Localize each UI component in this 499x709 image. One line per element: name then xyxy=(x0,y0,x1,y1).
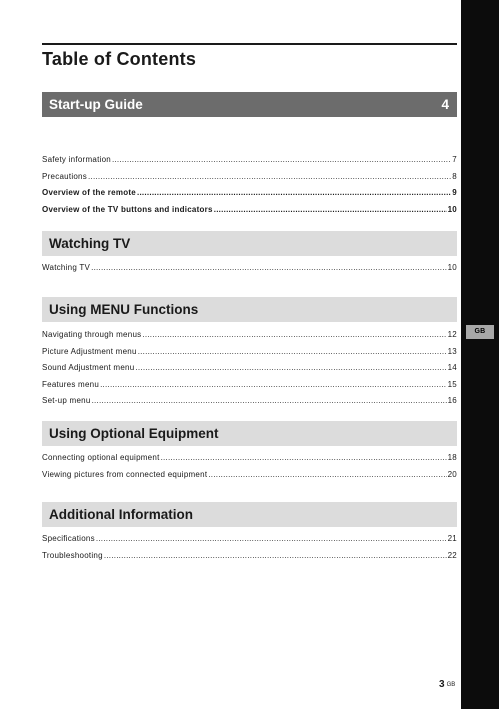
toc-entry-label: Navigating through menus xyxy=(42,330,142,340)
page-title: Table of Contents xyxy=(42,49,197,69)
toc-entry-page: 18 xyxy=(447,453,457,463)
toc-entry-troubleshooting[interactable] xyxy=(42,543,457,559)
toc-entry-overview-of-the-remote[interactable] xyxy=(42,181,457,197)
toc-list-using-menu-functions xyxy=(42,323,457,405)
leader-dots xyxy=(100,380,447,389)
toc-entry-watching-tv[interactable] xyxy=(42,256,457,272)
toc-entry-specifications[interactable] xyxy=(42,527,457,543)
toc-list-using-optional-equipment xyxy=(42,446,457,479)
toc-entry-label: Specifications xyxy=(42,534,95,544)
toc-entry-label: Watching TV xyxy=(42,263,91,273)
section-heading-start-up-guide xyxy=(42,92,457,117)
section-heading-using-optional-equipment xyxy=(42,421,457,446)
section-heading-additional-information xyxy=(42,502,457,527)
leader-dots xyxy=(104,551,447,560)
section-heading-label: Additional Information xyxy=(49,507,193,522)
toc-list-watching-tv xyxy=(42,256,457,272)
section-heading-watching-tv xyxy=(42,231,457,256)
toc-entry-label: Overview of the TV buttons and indicators xyxy=(42,204,213,214)
toc-entry-page: 10 xyxy=(447,263,457,273)
toc-entry-label: Precautions xyxy=(42,171,87,181)
toc-entry-page: 22 xyxy=(447,550,457,560)
page-number-value: 3 xyxy=(439,679,445,690)
toc-entry-label: Connecting optional equipment xyxy=(42,453,160,463)
leader-dots xyxy=(208,470,446,479)
toc-entry-page: 10 xyxy=(447,204,457,214)
toc-entry-label: Safety information xyxy=(42,155,111,165)
section-heading-label: Watching TV xyxy=(49,236,131,251)
toc-entry-sound-adjustment-menu[interactable] xyxy=(42,356,457,372)
toc-entry-features-menu[interactable] xyxy=(42,372,457,388)
toc-list-start-up-guide xyxy=(42,148,457,214)
leader-dots xyxy=(91,263,446,272)
section-heading-label: Using MENU Functions xyxy=(49,302,199,317)
side-tab xyxy=(461,0,499,709)
toc-entry-label: Sound Adjustment menu xyxy=(42,363,135,373)
toc-entry-safety-information[interactable] xyxy=(42,148,457,164)
leader-dots xyxy=(135,363,446,372)
toc-entry-label: Picture Adjustment menu xyxy=(42,346,137,356)
leader-dots xyxy=(96,534,447,543)
toc-entry-page: 7 xyxy=(452,155,457,165)
toc-entry-label: Set-up menu xyxy=(42,395,91,405)
leader-dots xyxy=(161,453,447,462)
toc-entry-page: 15 xyxy=(447,379,457,389)
toc-entry-precautions[interactable] xyxy=(42,164,457,180)
toc-entry-page: 8 xyxy=(452,171,457,181)
section-heading-using-menu-functions xyxy=(42,297,457,322)
toc-entry-label: Viewing pictures from connected equipment xyxy=(42,469,208,479)
leader-dots xyxy=(88,172,451,181)
toc-entry-overview-of-tv-buttons[interactable] xyxy=(42,197,457,213)
toc-entry-picture-adjustment-menu[interactable] xyxy=(42,339,457,355)
leader-dots xyxy=(137,188,451,197)
toc-entry-page: 14 xyxy=(447,363,457,373)
language-tab-label: GB xyxy=(466,325,494,339)
toc-entry-label: Overview of the remote xyxy=(42,188,136,198)
page-number-suffix: GB xyxy=(446,682,456,688)
section-heading-label: Using Optional Equipment xyxy=(49,426,219,441)
toc-entry-page: 21 xyxy=(447,534,457,544)
leader-dots xyxy=(214,205,447,214)
toc-entry-label: Features menu xyxy=(42,379,100,389)
toc-entry-navigating-through-menus[interactable] xyxy=(42,323,457,339)
toc-entry-page: 16 xyxy=(447,395,457,405)
title-rule xyxy=(42,43,457,45)
leader-dots xyxy=(112,155,451,164)
section-heading-page: 4 xyxy=(441,97,449,112)
toc-entry-page: 9 xyxy=(452,188,457,198)
toc-entry-page: 20 xyxy=(447,469,457,479)
toc-entry-connecting-optional-equipment[interactable] xyxy=(42,446,457,462)
toc-entry-label: Troubleshooting xyxy=(42,550,103,560)
toc-list-additional-information xyxy=(42,527,457,560)
toc-entry-page: 13 xyxy=(447,346,457,356)
leader-dots xyxy=(92,396,447,405)
section-heading-label: Start-up Guide xyxy=(49,97,143,112)
toc-entry-page: 12 xyxy=(447,330,457,340)
leader-dots xyxy=(142,330,446,339)
page-number xyxy=(439,679,455,690)
toc-entry-set-up-menu[interactable] xyxy=(42,389,457,405)
toc-entry-viewing-pictures[interactable] xyxy=(42,462,457,478)
leader-dots xyxy=(138,347,447,356)
